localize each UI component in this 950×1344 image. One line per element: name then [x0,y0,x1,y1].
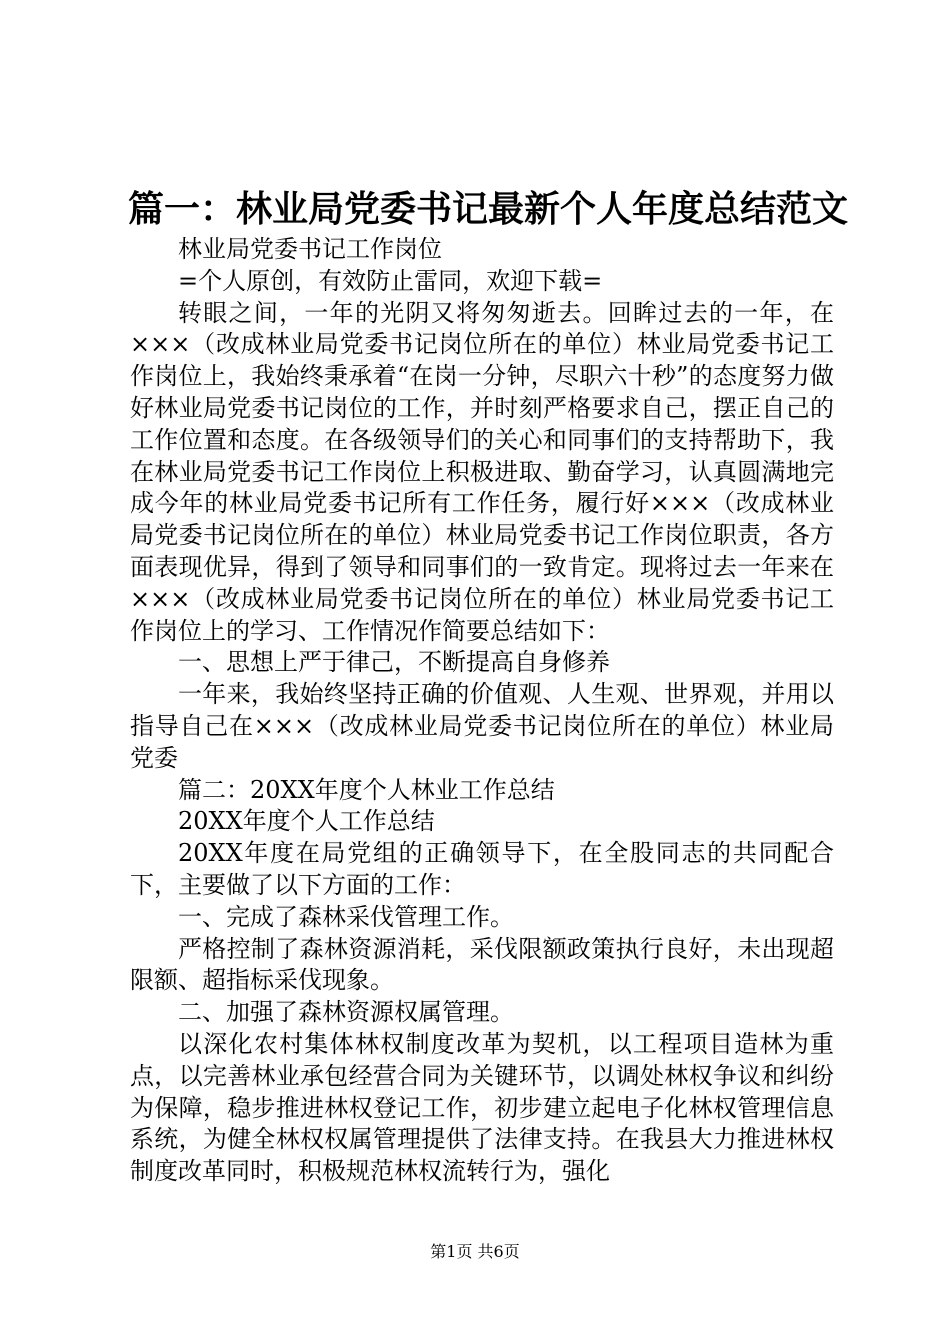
page-footer: 第1页 共6页 [430,1242,520,1261]
paragraph-ownership: 以深化农村集体林权制度改革为契机，以工程项目造林为重点，以完善林业承包经营合同为关键环节，以调处林权争议和纠纷为保障，稳步推进林权登记工作，初步建立起电子化林权管理信息系统，为健全林权权属管理提供了法律支持。在我县大力推进林权制度改革同时，积极规范林权流转行为，强化 [130,1029,834,1186]
document-title: 篇一：林业局党委书记最新个人年度总结范文 [128,189,849,230]
part-two-heading: 篇二：20XX年度个人林业工作总结 [178,775,555,804]
section-heading-1: 一、思想上严于律己，不断提高自身修养 [178,648,610,677]
paragraph-intro: 转眼之间，一年的光阴又将匆匆逝去。回眸过去的一年，在×××（改成林业局党委书记岗位所在的单位）林业局党委书记工作岗位上，我始终秉承着“在岗一分钟，尽职六十秒”的态度努力做好林业局党委书记岗位的工作，并时刻严格要求自己，摆正自己的工作位置和态度。在各级领导们的关心和同事们的支持帮助下，我在林业局党委书记工作岗位上积极进取、勤奋学习，认真圆满地完成今年的林业局党委书记所有工作任务，履行好×××（改成林业局党委书记岗位所在的单位）林业局党委书记工作岗位职责，各方面表现优异，得到了领导和同事们的一致肯定。现将过去一年来在×××（改成林业局党委书记岗位所在的单位）林业局党委书记工作岗位上的学习、工作情况作简要总结如下： [130,298,834,645]
paragraph-harvest: 严格控制了森林资源消耗，采伐限额政策执行良好，未出现超限额、超指标采伐现象。 [130,934,834,995]
paragraph-position: 林业局党委书记工作岗位 [178,235,442,263]
part-two-subtitle: 20XX年度个人工作总结 [178,807,435,836]
paragraph-notice: =个人原创，有效防止雷同，欢迎下载= [178,266,603,295]
section-heading-harvest: 一、完成了森林采伐管理工作。 [178,902,514,931]
paragraph-part-two-intro: 20XX年度在局党组的正确领导下，在全股同志的共同配合下，主要做了以下方面的工作： [130,839,834,899]
section-heading-ownership: 二、加强了森林资源权属管理。 [178,998,514,1027]
document-body [130,234,834,1188]
paragraph-section-1: 一年来，我始终坚持正确的价值观、人生观、世界观，并用以指导自己在×××（改成林业局党委书记岗位所在的单位）林业局党委 [130,680,834,772]
